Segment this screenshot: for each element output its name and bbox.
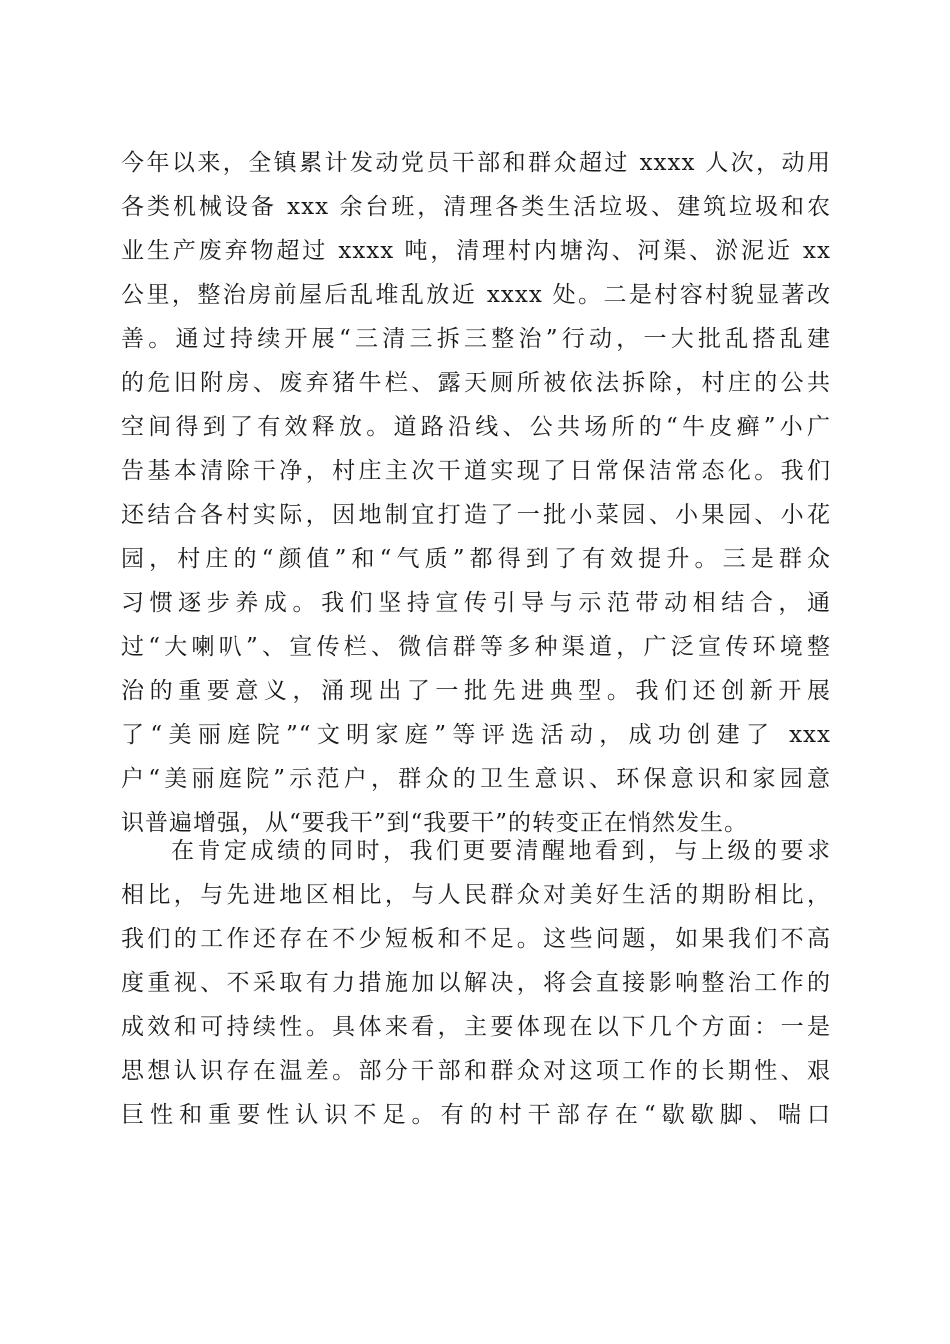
text-line: 习惯逐步养成。我们坚持宣传引导与示范带动相结合，通: [121, 590, 831, 616]
text-line: 在肯定成绩的同时，我们更要清醒地看到，与上级的要求: [171, 838, 831, 864]
text-line: 善。通过持续开展“三清三拆三整治”行动，一大批乱搭乱建: [121, 326, 831, 352]
text-line: 识普遍增强，从“要我干”到“我要干”的转变正在悄然发生。: [121, 810, 749, 836]
text-line: 巨性和重要性认识不足。有的村干部存在“歇歇脚、喘口: [121, 1102, 831, 1128]
text-line: 的危旧附房、废弃猪牛栏、露天厕所被依法拆除，村庄的公共: [121, 370, 831, 396]
text-line: 成效和可持续性。具体来看，主要体现在以下几个方面：一是: [121, 1014, 831, 1040]
text-line: 各类机械设备 xxx 余台班，清理各类生活垃圾、建筑垃圾和农: [121, 194, 831, 220]
text-line: 户“美丽庭院”示范户，群众的卫生意识、环保意识和家园意: [121, 766, 831, 792]
text-line: 思想认识存在温差。部分干部和群众对这项工作的长期性、艰: [121, 1058, 831, 1084]
text-line: 我们的工作还存在不少短板和不足。这些问题，如果我们不高: [121, 926, 831, 952]
text-line: 了“美丽庭院”“文明家庭”等评选活动，成功创建了 xxx: [121, 722, 831, 748]
paragraph-shortcomings: [121, 829, 831, 1137]
text-line: 相比，与先进地区相比，与人民群众对美好生活的期盼相比，: [121, 882, 831, 908]
paragraph-achievements: [121, 141, 831, 845]
text-line: 还结合各村实际，因地制宜打造了一批小菜园、小果园、小花: [121, 502, 831, 528]
text-line: 空间得到了有效释放。道路沿线、公共场所的“牛皮癣”小广: [121, 414, 831, 440]
text-line: 告基本清除干净，村庄主次干道实现了日常保洁常态化。我们: [121, 458, 831, 484]
text-line: 公里，整治房前屋后乱堆乱放近 xxxx 处。二是村容村貌显著改: [121, 282, 831, 308]
text-line: 过“大喇叭”、宣传栏、微信群等多种渠道，广泛宣传环境整: [121, 634, 831, 660]
text-line: 业生产废弃物超过 xxxx 吨，清理村内塘沟、河渠、淤泥近 xx: [121, 238, 831, 264]
text-line: 今年以来，全镇累计发动党员干部和群众超过 xxxx 人次，动用: [121, 150, 831, 176]
text-line: 度重视、不采取有力措施加以解决，将会直接影响整治工作的: [121, 970, 831, 996]
text-line: 园，村庄的“颜值”和“气质”都得到了有效提升。三是群众: [121, 546, 831, 572]
text-line: 治的重要意义，涌现出了一批先进典型。我们还创新开展: [121, 678, 831, 704]
